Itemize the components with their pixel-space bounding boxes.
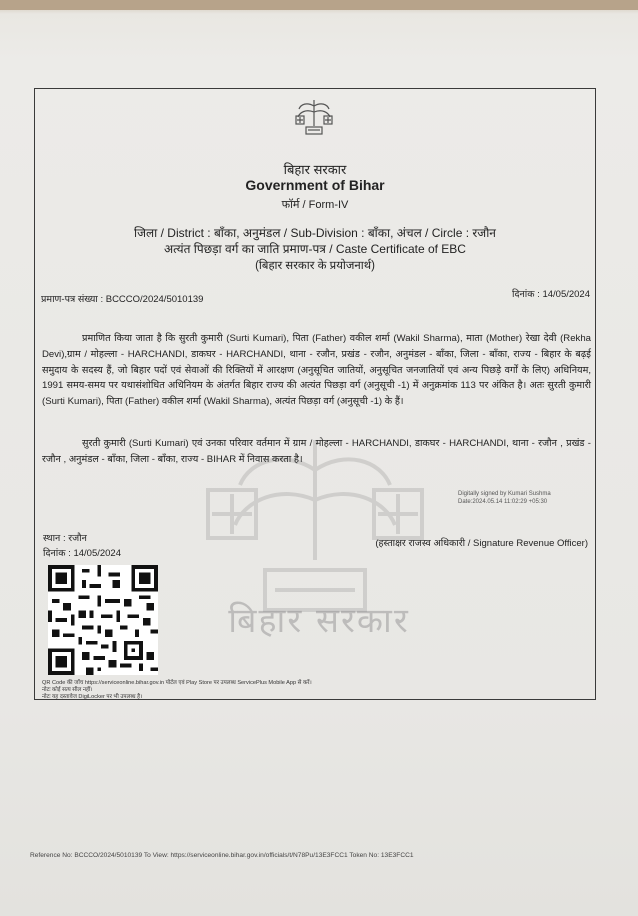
header-government: Government of Bihar	[245, 177, 385, 193]
digital-signature-line-2: Date:2024.05.14 11:02:29 +05:30	[458, 499, 548, 505]
qr-note-line-3: नोटः यह दस्तावेज DigiLocker पर भी उपलब्ध है।	[42, 694, 143, 701]
bihar-emblem-icon	[291, 96, 337, 144]
issue-date: दिनांक : 14/05/2024	[43, 548, 121, 559]
footer-reference: Reference No: BCCCO/2024/5010139 To View: https://serviceonline.bihar.gov.in/officials/t/N78Pu/13E3FCC1 Token No: 13E3FCC1	[30, 852, 414, 859]
header-hindi-govt: बिहार सरकार	[283, 162, 347, 177]
header-purpose: (बिहार सरकार के प्रयोजनार्थ)	[255, 260, 375, 272]
qr-notes	[42, 680, 312, 702]
issue-place: स्थान : रजौन	[43, 533, 87, 544]
paper-top-edge	[0, 0, 638, 10]
digital-signature-line-1: Digitally signed by Kumari Sushma	[458, 491, 551, 497]
digital-signature	[458, 490, 551, 506]
header-cert-title: अत्यंत पिछड़ा वर्ग का जाति प्रमाण-पत्र / Caste Certificate of EBC	[164, 242, 466, 256]
qr-note-line-2: नोटः कोई सत्य सील नहीं।	[42, 687, 93, 694]
qr-note-line-1: QR Code की जाँच https://serviceonline.bihar.gov.in पोर्टल एवं Play Store पर उपलब्ध ServicePlus Mobile App से करें।	[42, 680, 312, 686]
qr-code-icon[interactable]	[48, 565, 158, 675]
watermark-text: बिहार सरकार	[228, 601, 410, 641]
certificate-paragraph-1: प्रमाणित किया जाता है कि सुरती कुमारी (Surti Kumari), पिता (Father) वकील शर्मा (Wakil Sharma), माता (Mother) रेखा देवी (Rekha Devi),ग्राम / मोहल्ला - HARCHANDI, डाकघर - HARCHANDI, थाना - रजौन, प्रखंड - रजौन, अनुमंडल - बाँका, जिला - बाँका, राज्य - बिहार के बढ़ई समुदाय के सदस्य हैं, जो बिहार पदों एवं सेवाओं की रिक्तियों में आरक्षण (अनुसूचित जातियों, अनुसूचित जनजातियों एवं अन्य पिछड़े वर्गों के लिए) अधिनियम, 1991 समय-समय पर यथासंशोधित अधिनियम के अंतर्गत बिहार राज्य की अत्यंत पिछड़ा वर्ग (अनुसूची -1) में अनुक्रमांक 113 पर अंकित है। अतः सुरती कुमारी (Surti Kumari), पिता (Father) वकील शर्मा (Wakil Sharma), अत्यंत पिछड़ा वर्ग (अनुसूची -1) के हैं।	[42, 333, 591, 408]
certificate-paragraph-2: सुरती कुमारी (Surti Kumari) एवं उनका परिवार वर्तमान में ग्राम / मोहल्ला - HARCHANDI, डाकघर - HARCHANDI, थाना - रजौन , प्रखंड - रजौन , अनुमंडल - बाँका, जिला - बाँका, राज्य - BIHAR में निवास करता है।	[42, 438, 591, 465]
certificate-date: दिनांक : 14/05/2024	[512, 289, 590, 300]
header-location: जिला / District : बाँका, अनुमंडल / Sub-Division : बाँका, अंचल / Circle : रजौन	[134, 226, 496, 240]
certificate-number: प्रमाण-पत्र संख्या : BCCCO/2024/5010139	[41, 294, 204, 305]
header-form: फॉर्म / Form-IV	[281, 199, 349, 211]
officer-signature-label: (हस्ताक्षर राजस्व अधिकारी / Signature Revenue Officer)	[375, 538, 588, 549]
